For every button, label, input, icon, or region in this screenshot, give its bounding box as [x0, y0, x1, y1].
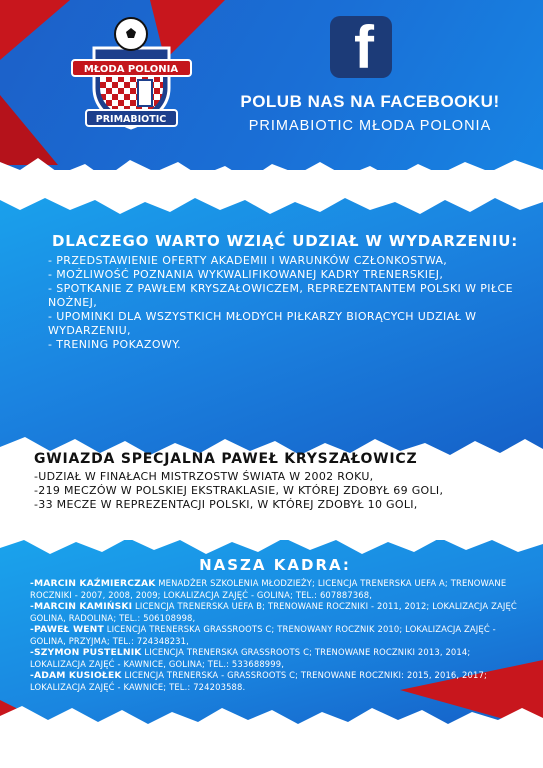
staff-member-name: -MARCIN KAMIŃSKI	[30, 601, 133, 612]
staff-member-name: -SZYMON PUSTELNIK	[30, 647, 142, 658]
staff-member-name: -ADAM KUSIOŁEK	[30, 670, 122, 681]
special-guest-line: -UDZIAŁ W FINAŁACH MISTRZOSTW ŚWIATA W 2002 ROKU,	[34, 470, 374, 483]
torn-paper-edge-2	[0, 180, 543, 220]
special-guest-line: -33 MECZE W REPREZENTACJI POLSKI, W KTÓREJ ZDOBYŁ 10 GOLI,	[34, 498, 418, 511]
facebook-title: POLUB NAS NA FACEBOOKU!	[240, 92, 500, 111]
staff-member	[30, 601, 520, 623]
staff-member-details: LICENCJA TRENERSKA UEFA B; TRENOWANE ROCZNIKI - 2011, 2012; LOKALIZACJA ZAJĘĆ GOLINA, RADOLINA; TEL.: 506108998,	[30, 601, 517, 623]
facebook-glyph: f	[354, 16, 374, 78]
why-item: - PRZEDSTAWIENIE OFERTY AKADEMII I WARUNKÓW CZŁONKOSTWA,	[48, 254, 448, 267]
staff-member-details: MENADŻER SZKOLENIA MŁODZIEŻY; LICENCJA TRENERSKA UEFA A; TRENOWANE ROCZNIKI - 2007, 2008, 2009; LOKALIZACJA ZAJĘĆ - GOLINA; TEL.: 607887368,	[30, 578, 507, 600]
logo-club-name: MŁODA POLONIA	[83, 64, 179, 75]
staff-member-details: LICENCJA TRENERSKA GRASSROOTS C; TRENOWANY ROCZNIK 2010; LOKALIZACJA ZAJĘĆ - GOLINA, PRZYJMA; TEL.: 724348231,	[30, 624, 496, 646]
why-item: - TRENING POKAZOWY.	[48, 338, 181, 351]
staff-member-details: LICENCJA TRENERSKA - GRASSROOTS C; TRENOWANE ROCZNIKI: 2015, 2016, 2017; LOKALIZACJA ZAJĘĆ - KAWNICE; TEL.: 724203588.	[30, 670, 487, 692]
staff-section	[30, 556, 520, 693]
why-item: - SPOTKANIE Z PAWŁEM KRYSZAŁOWICZEM, REPREZENTANTEM POLSKI W PIŁCE NOŻNEJ,	[48, 282, 513, 309]
staff-member	[30, 670, 520, 692]
special-guest-title: GWIAZDA SPECJALNA PAWEŁ KRYSZAŁOWICZ	[34, 451, 418, 467]
staff-member	[30, 647, 520, 669]
logo-sponsor: PRIMABIOTIC	[95, 114, 167, 125]
club-logo	[64, 10, 199, 135]
staff-member	[30, 578, 520, 600]
why-item: - UPOMINKI DLA WSZYSTKICH MŁODYCH PIŁKARZY BIORĄCYCH UDZIAŁ W WYDARZENIU,	[48, 310, 477, 337]
special-guest-line: -219 MECZÓW W POLSKIEJ EKSTRAKLASIE, W KTÓREJ ZDOBYŁ 69 GOLI,	[34, 484, 444, 497]
staff-member-name: -MARCIN KAŹMIERCZAK	[30, 578, 156, 589]
why-title: DLACZEGO WARTO WZIĄĆ UDZIAŁ W WYDARZENIU:	[52, 232, 519, 250]
why-section	[38, 232, 518, 352]
staff-member	[30, 624, 520, 646]
staff-member-name: -PAWEŁ WENT	[30, 624, 104, 635]
torn-paper-edge-5	[0, 690, 543, 768]
special-guest-section	[34, 451, 514, 512]
why-item: - MOŻLIWOŚĆ POZNANIA WYKWALIFIKOWANEJ KADRY TRENERSKIEJ,	[48, 268, 444, 281]
facebook-subtitle: PRIMABIOTIC MŁODA POLONIA	[248, 118, 492, 134]
staff-title: NASZA KADRA:	[199, 556, 351, 574]
staff-member-details: LICENCJA TRENERSKA GRASSROOTS C; TRENOWANE ROCZNIKI 2013, 2014; LOKALIZACJA ZAJĘĆ - KAWNICE, GOLINA; TEL.: 533688999,	[30, 647, 471, 669]
facebook-icon[interactable]	[330, 16, 392, 78]
